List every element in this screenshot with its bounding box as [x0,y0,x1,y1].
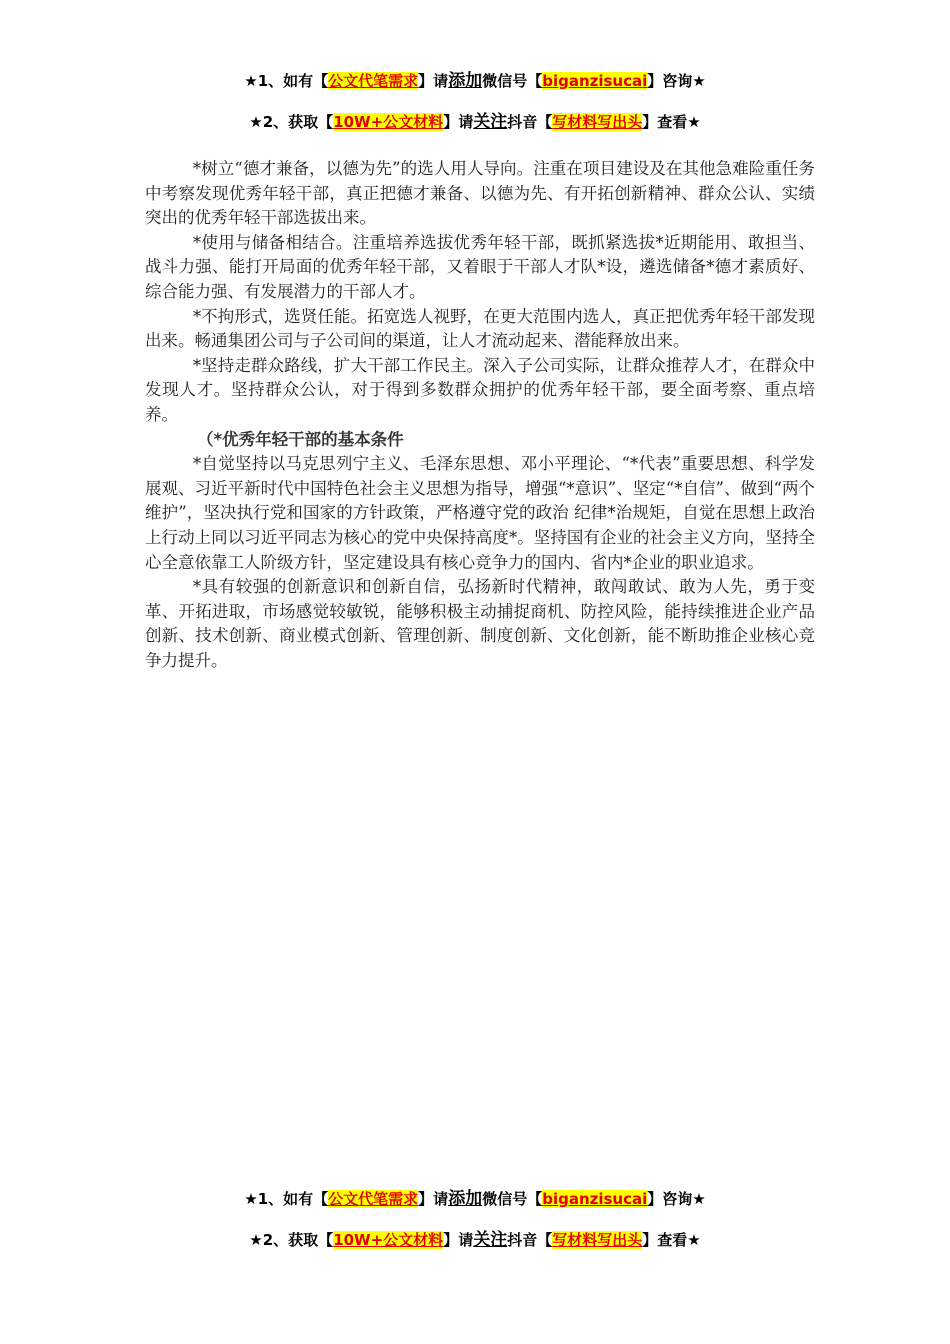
footer-promo-line-1 [0,1188,950,1210]
promo-highlight: 公文代笔需求 [328,72,419,90]
promo-text: 】查看★ [642,1231,701,1249]
paragraph: *树立“德才兼备，以德为先”的选人用人导向。注重在项目建设及在其他急难险重任务中考察发现优秀年轻干部，真正把德才兼备、以德为先、有开拓创新精神、群众公认、实绩突出的优秀年轻干部选拔出来。 [145,159,815,228]
promo-text: 抖音【 [507,1231,553,1249]
promo-douyin-id: 写材料写出头 [552,1231,643,1249]
paragraph: *坚持走群众路线，扩大干部工作民主。深入子公司实际，让群众推荐人才，在群众中发现人才。坚持群众公认，对于得到多数群众拥护的优秀年轻干部，要全面考察、重点培养。 [145,355,815,424]
header-promo-line-1 [0,70,950,92]
promo-emphasis: 添加 [448,71,483,91]
section-heading: （*优秀年轻干部的基本条件 [197,429,404,449]
promo-highlight: 公文代笔需求 [328,1190,419,1208]
promo-text: ★1、如有【 [244,1190,329,1208]
promo-text: 】咨询★ [647,1190,706,1208]
promo-text: 】咨询★ [647,72,706,90]
paragraph: *不拘形式，选贤任能。拓宽选人视野，在更大范围内选人，真正把优秀年轻干部发现出来。畅通集团公司与子公司间的渠道，让人才流动起来、潜能释放出来。 [145,306,815,351]
promo-text: 】请 [418,1190,449,1208]
paragraph: *具有较强的创新意识和创新自信，弘扬新时代精神，敢闯敢试、敢为人先，勇于变革、开拓进取，市场感觉较敏锐，能够积极主动捕捉商机、防控风险，能持续推进企业产品创新、技术创新、商业模式创新、管理创新、制度创新、文化创新，能不断助推企业核心竞争力提升。 [145,577,815,670]
promo-emphasis: 关注 [473,112,508,132]
promo-text: 微信号【 [482,72,543,90]
footer-promo-line-2 [0,1229,950,1251]
promo-text: 】请 [443,1231,474,1249]
promo-text: ★2、获取【 [249,113,334,131]
document-body [145,157,815,673]
header-promo-line-2 [0,111,950,133]
promo-text: 】请 [443,113,474,131]
promo-wechat-id: biganzisucai [542,1190,648,1208]
promo-emphasis: 关注 [473,1230,508,1250]
promo-highlight: 10W+公文材料 [333,1231,444,1249]
promo-text: ★2、获取【 [249,1231,334,1249]
promo-douyin-id: 写材料写出头 [552,113,643,131]
promo-text: 】请 [418,72,449,90]
promo-wechat-id: biganzisucai [542,72,648,90]
promo-text: 抖音【 [507,113,553,131]
promo-text: ★1、如有【 [244,72,329,90]
promo-text: 】查看★ [642,113,701,131]
paragraph: *自觉坚持以马克思列宁主义、毛泽东思想、邓小平理论、“*代表”重要思想、科学发展观、习近平新时代中国特色社会主义思想为指导，增强“*意识”、坚定“*自信”、做到“两个维护”，坚决执行党和国家的方针政策，严格遵守党的政治 纪律*治规矩，自觉在思想上政治上行动上同以习近平同志为核心的党中央保持高度*。坚持国有企业的社会主义方向，坚持全心全意依靠工人阶级方针，坚定建设具有核心竞争力的国内、省内*企业的职业追求。 [145,454,815,572]
promo-text: 微信号【 [482,1190,543,1208]
promo-emphasis: 添加 [448,1189,483,1209]
promo-highlight: 10W+公文材料 [333,113,444,131]
paragraph: *使用与储备相结合。注重培养选拔优秀年轻干部，既抓紧选拔*近期能用、敢担当、战斗力强、能打开局面的优秀年轻干部，又着眼于干部人才队*设，遴选储备*德才素质好、综合能力强、有发展潜力的干部人才。 [145,232,815,301]
